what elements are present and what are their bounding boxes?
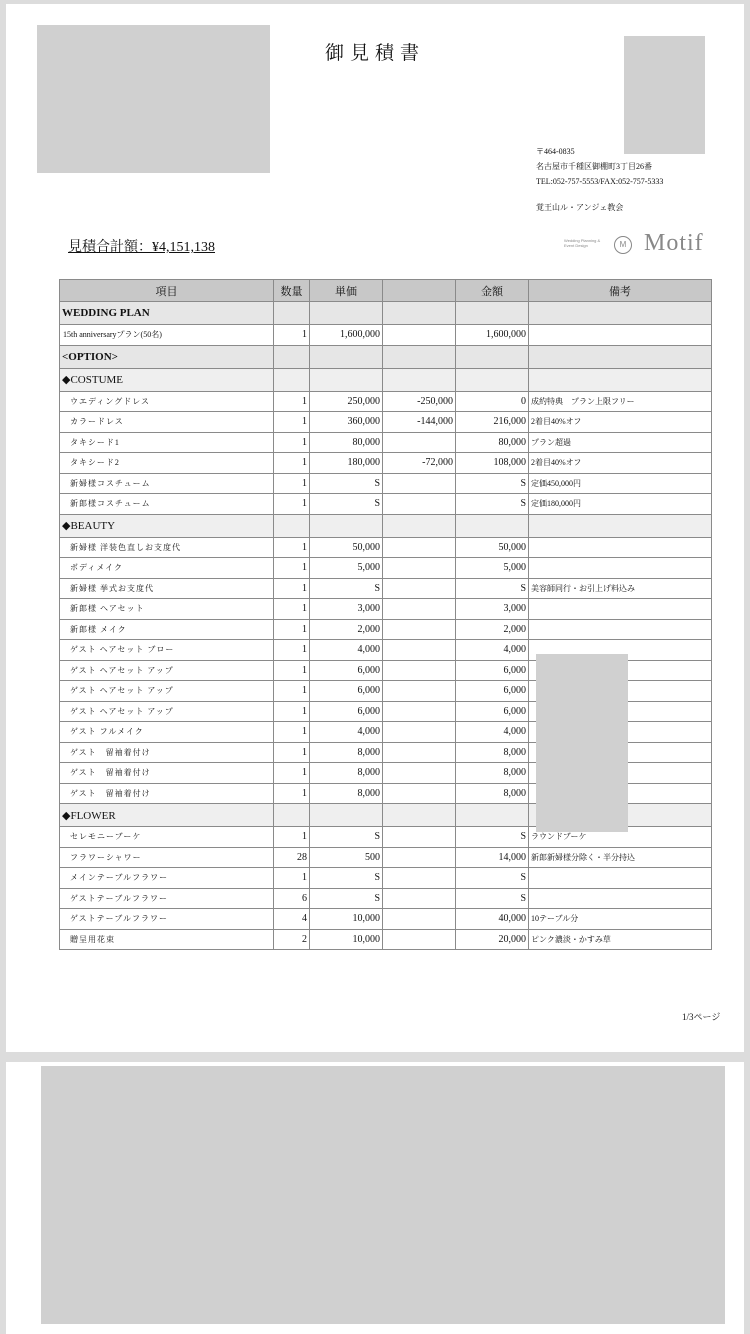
row-amount: 20,000: [456, 929, 529, 950]
row-discount: -250,000: [383, 391, 456, 412]
row-amount: 216,000: [456, 412, 529, 433]
row-amount: 6,000: [456, 660, 529, 681]
row-amount: 2,000: [456, 619, 529, 640]
row-item: 15th anniversaryプラン(50名): [60, 325, 274, 346]
table-row: [60, 599, 712, 620]
row-price: S: [310, 578, 383, 599]
row-item: メインテーブルフラワー: [60, 868, 274, 889]
row-qty: 1: [274, 722, 310, 743]
row-discount: -72,000: [383, 453, 456, 474]
row-note: [529, 868, 712, 889]
row-amount: 50,000: [456, 537, 529, 558]
row-amount: 4,000: [456, 640, 529, 661]
row-discount: [383, 909, 456, 930]
row-amount: 4,000: [456, 722, 529, 743]
motif-logo: [564, 230, 724, 260]
row-discount: [383, 432, 456, 453]
company-address: [536, 144, 663, 189]
row-amount: 6,000: [456, 681, 529, 702]
row-price: 80,000: [310, 432, 383, 453]
row-discount: [383, 742, 456, 763]
row-amount: S: [456, 868, 529, 889]
row-qty: 1: [274, 783, 310, 804]
row-discount: [383, 681, 456, 702]
row-amount: S: [456, 827, 529, 848]
row-price: 10,000: [310, 929, 383, 950]
row-qty: 1: [274, 701, 310, 722]
row-price: 8,000: [310, 763, 383, 784]
row-qty: 2: [274, 929, 310, 950]
table-row: [60, 325, 712, 346]
row-price: 250,000: [310, 391, 383, 412]
row-item: 新郎様コスチューム: [60, 494, 274, 515]
row-item: ウエディングドレス: [60, 391, 274, 412]
row-amount: S: [456, 494, 529, 515]
row-qty: 1: [274, 453, 310, 474]
header-amount: 金額: [456, 280, 529, 302]
row-item: ゲスト 留袖着付け: [60, 742, 274, 763]
row-item: 新婦様 洋装色直しお支度代: [60, 537, 274, 558]
row-qty: 1: [274, 432, 310, 453]
row-note: 2着目40%オフ: [529, 453, 712, 474]
row-amount: 8,000: [456, 742, 529, 763]
table-row: [60, 391, 712, 412]
row-note: [529, 325, 712, 346]
row-discount: [383, 827, 456, 848]
category-label: ◆FLOWER: [60, 804, 274, 827]
row-note: [529, 599, 712, 620]
section-row: [60, 345, 712, 368]
row-item: カラードレス: [60, 412, 274, 433]
row-note: 成約特典 プラン上限フリー: [529, 391, 712, 412]
table-row: [60, 453, 712, 474]
row-price: 500: [310, 847, 383, 868]
row-qty: 4: [274, 909, 310, 930]
row-item: ゲスト ヘアセット ブロー: [60, 640, 274, 661]
venue-name: 覚王山ル・アンジェ教会: [536, 203, 624, 212]
postal-code: 〒464-0835: [536, 147, 575, 156]
row-amount: 6,000: [456, 701, 529, 722]
redacted-next-page-block: [41, 1066, 725, 1324]
row-amount: 5,000: [456, 558, 529, 579]
document-title: 御見積書: [324, 43, 425, 64]
row-item: セレモニーブーケ: [60, 827, 274, 848]
category-row-beauty: [60, 514, 712, 537]
row-price: S: [310, 888, 383, 909]
row-price: 360,000: [310, 412, 383, 433]
row-amount: 3,000: [456, 599, 529, 620]
row-qty: 1: [274, 619, 310, 640]
row-qty: 1: [274, 412, 310, 433]
row-price: S: [310, 494, 383, 515]
row-item: 新郎様 メイク: [60, 619, 274, 640]
row-item: ゲストテーブルフラワー: [60, 909, 274, 930]
row-discount: [383, 701, 456, 722]
row-amount: S: [456, 888, 529, 909]
header-price: 単価: [310, 280, 383, 302]
table-row: [60, 847, 712, 868]
row-discount: [383, 473, 456, 494]
row-note: [529, 619, 712, 640]
table-row: [60, 868, 712, 889]
row-price: 6,000: [310, 701, 383, 722]
row-item: 新婦様コスチューム: [60, 473, 274, 494]
row-discount: [383, 494, 456, 515]
header-discount: [383, 280, 456, 302]
row-amount: 0: [456, 391, 529, 412]
table-row: [60, 558, 712, 579]
row-discount: [383, 558, 456, 579]
row-qty: 1: [274, 325, 310, 346]
row-note: [529, 537, 712, 558]
row-qty: 1: [274, 558, 310, 579]
next-page: [6, 1062, 744, 1334]
row-discount: [383, 578, 456, 599]
redacted-notes-block: [536, 654, 628, 832]
row-item: フラワーシャワー: [60, 847, 274, 868]
table-row: [60, 619, 712, 640]
row-price: 6,000: [310, 660, 383, 681]
row-amount: 40,000: [456, 909, 529, 930]
row-item: ゲスト フルメイク: [60, 722, 274, 743]
row-discount: [383, 722, 456, 743]
section-label: <OPTION>: [60, 345, 274, 368]
table-header-row: [60, 280, 712, 302]
row-amount: S: [456, 473, 529, 494]
row-price: 10,000: [310, 909, 383, 930]
row-qty: 1: [274, 578, 310, 599]
row-price: S: [310, 473, 383, 494]
table-row: [60, 888, 712, 909]
row-item: ゲスト ヘアセット アップ: [60, 701, 274, 722]
row-note: ラウンドブーケ: [529, 827, 712, 848]
table-row: [60, 929, 712, 950]
row-qty: 1: [274, 742, 310, 763]
row-discount: [383, 640, 456, 661]
row-amount: 8,000: [456, 783, 529, 804]
row-item: タキシード2: [60, 453, 274, 474]
row-price: S: [310, 827, 383, 848]
row-discount: [383, 619, 456, 640]
header-note: 備考: [529, 280, 712, 302]
row-qty: 1: [274, 868, 310, 889]
row-item: ゲスト 留袖着付け: [60, 783, 274, 804]
row-note: プラン超過: [529, 432, 712, 453]
row-qty: 1: [274, 473, 310, 494]
row-price: 180,000: [310, 453, 383, 474]
row-price: 2,000: [310, 619, 383, 640]
row-item: 贈呈用花束: [60, 929, 274, 950]
row-qty: 1: [274, 599, 310, 620]
row-discount: [383, 888, 456, 909]
logo-wordmark: Motif: [644, 230, 704, 256]
row-item: 新婦様 挙式お支度代: [60, 578, 274, 599]
page-number: 1/3ページ: [682, 1012, 721, 1022]
row-note: [529, 558, 712, 579]
row-qty: 28: [274, 847, 310, 868]
row-qty: 1: [274, 827, 310, 848]
row-qty: 1: [274, 660, 310, 681]
table-row: [60, 537, 712, 558]
row-note: ピンク濃淡・かすみ草: [529, 929, 712, 950]
row-discount: [383, 847, 456, 868]
row-qty: 1: [274, 681, 310, 702]
row-price: 3,000: [310, 599, 383, 620]
category-label: ◆COSTUME: [60, 368, 274, 391]
row-discount: [383, 929, 456, 950]
row-amount: 108,000: [456, 453, 529, 474]
row-note: 定価180,000円: [529, 494, 712, 515]
row-price: 1,600,000: [310, 325, 383, 346]
table-row: [60, 473, 712, 494]
row-discount: [383, 783, 456, 804]
row-price: 6,000: [310, 681, 383, 702]
row-amount: 8,000: [456, 763, 529, 784]
row-discount: [383, 599, 456, 620]
table-row: [60, 578, 712, 599]
row-note: 定価450,000円: [529, 473, 712, 494]
row-qty: 1: [274, 763, 310, 784]
row-discount: [383, 868, 456, 889]
row-qty: 1: [274, 640, 310, 661]
street-address: 名古屋市千種区御棚町3丁目26番: [536, 162, 652, 171]
row-item: タキシード1: [60, 432, 274, 453]
header-qty: 数量: [274, 280, 310, 302]
row-price: S: [310, 868, 383, 889]
table-row: [60, 432, 712, 453]
row-price: 4,000: [310, 640, 383, 661]
logo-mark-icon: M: [614, 236, 632, 254]
row-qty: 1: [274, 494, 310, 515]
row-qty: 1: [274, 537, 310, 558]
row-qty: 1: [274, 391, 310, 412]
phone-fax: TEL:052-757-5553/FAX:052-757-5333: [536, 177, 664, 186]
table-body: [60, 302, 712, 950]
row-note: 10テーブル分: [529, 909, 712, 930]
row-amount: 80,000: [456, 432, 529, 453]
section-label: WEDDING PLAN: [60, 302, 274, 325]
estimate-table: [59, 279, 712, 950]
section-row: [60, 302, 712, 325]
estimate-total: 見積合計額：¥4,151,138: [68, 240, 215, 255]
row-price: 50,000: [310, 537, 383, 558]
row-price: 8,000: [310, 783, 383, 804]
row-item: ゲストテーブルフラワー: [60, 888, 274, 909]
row-note: 美容師同行・お引上げ料込み: [529, 578, 712, 599]
category-row-costume: [60, 368, 712, 391]
row-price: 4,000: [310, 722, 383, 743]
category-label: ◆BEAUTY: [60, 514, 274, 537]
row-note: 新郎新婦様分除く・半分持込: [529, 847, 712, 868]
table-row: [60, 494, 712, 515]
row-amount: 1,600,000: [456, 325, 529, 346]
row-item: 新郎様 ヘアセット: [60, 599, 274, 620]
row-discount: -144,000: [383, 412, 456, 433]
row-qty: 6: [274, 888, 310, 909]
row-amount: 14,000: [456, 847, 529, 868]
row-discount: [383, 660, 456, 681]
header-item: 項目: [60, 280, 274, 302]
row-note: 2着目40%オフ: [529, 412, 712, 433]
row-item: ボディメイク: [60, 558, 274, 579]
row-discount: [383, 537, 456, 558]
row-amount: S: [456, 578, 529, 599]
row-price: 5,000: [310, 558, 383, 579]
row-discount: [383, 325, 456, 346]
table-row: [60, 909, 712, 930]
row-discount: [383, 763, 456, 784]
logo-tagline: Wedding Planning & Event Design: [564, 238, 601, 248]
row-item: ゲスト 留袖着付け: [60, 763, 274, 784]
table-row: [60, 412, 712, 433]
row-item: ゲスト ヘアセット アップ: [60, 681, 274, 702]
row-note: [529, 888, 712, 909]
row-price: 8,000: [310, 742, 383, 763]
row-item: ゲスト ヘアセット アップ: [60, 660, 274, 681]
